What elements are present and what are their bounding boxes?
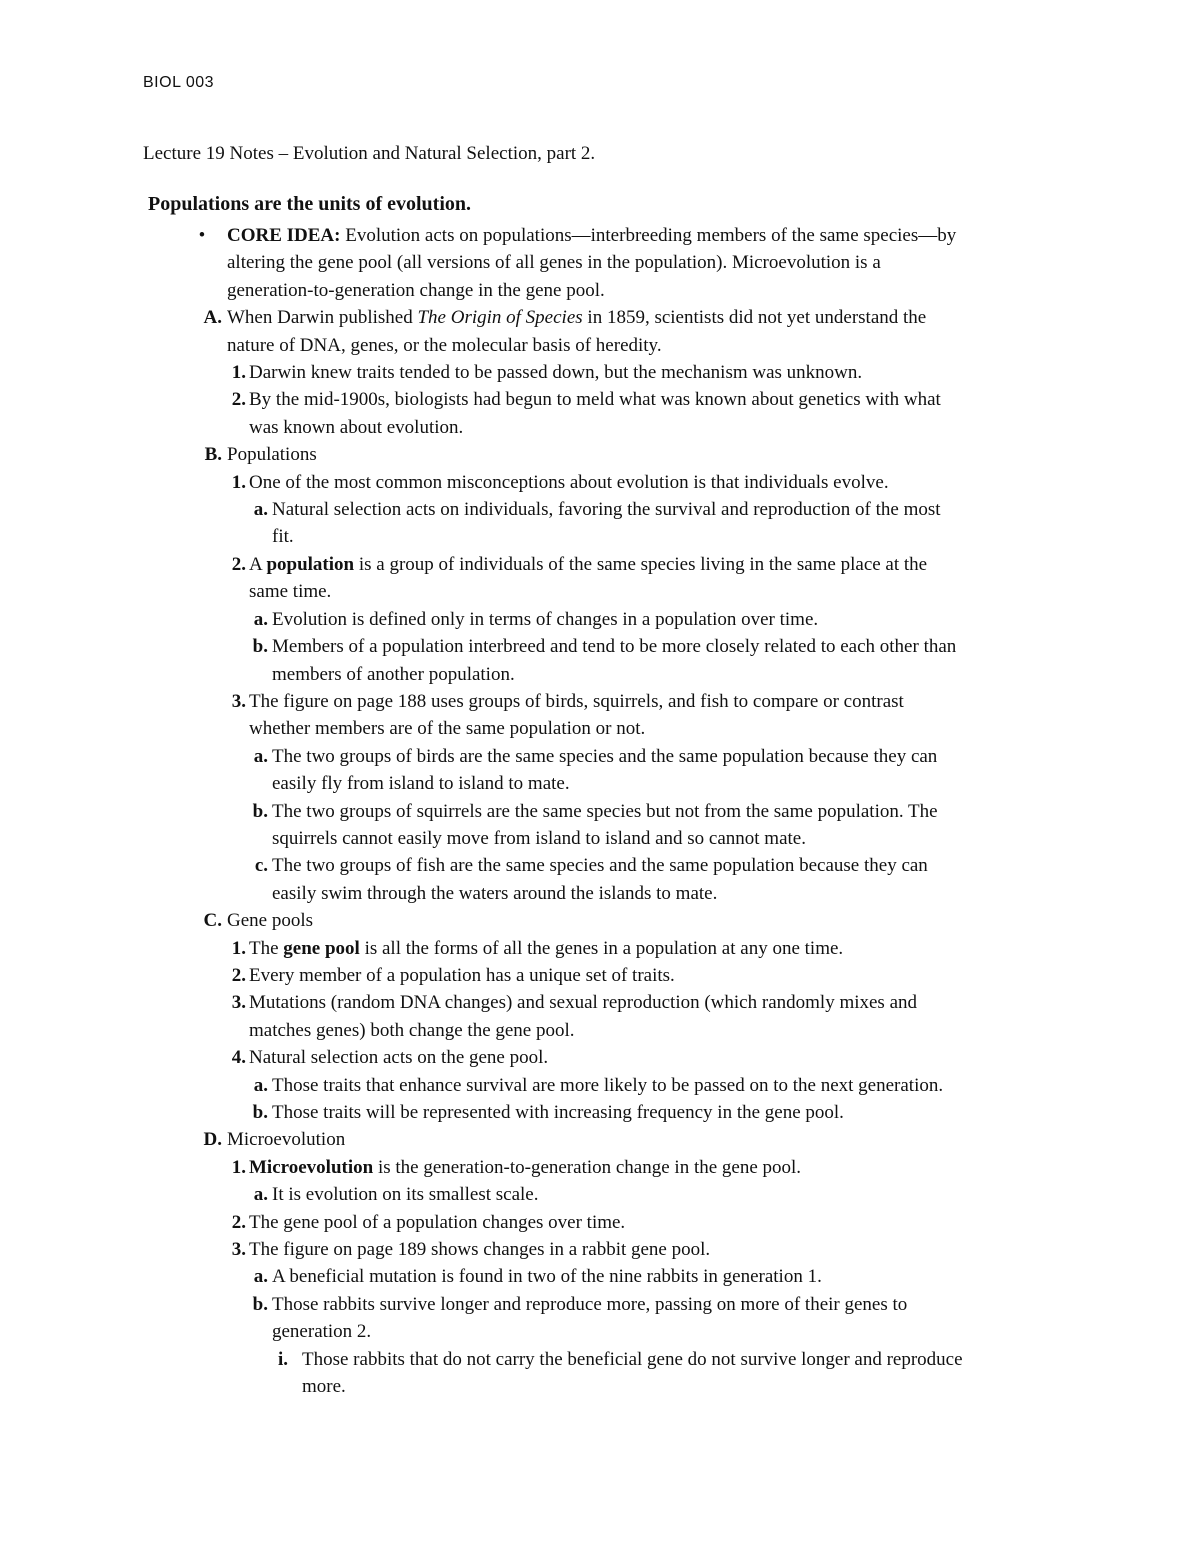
core-idea-line: generation-to-generation change in the gene pool. (227, 279, 605, 301)
section-a-line: nature of DNA, genes, or the molecular basis of heredity. (227, 334, 662, 356)
sub-item-text: It is evolution on its smallest scale. (272, 1184, 539, 1206)
item-text: whether members are of the same population or not. (249, 718, 646, 740)
sub-item-text: Natural selection acts on individuals, favoring the survival and reproduction of the most (272, 499, 941, 521)
sub-item-marker: a. (253, 1266, 268, 1288)
item-text: is a group of individuals of the same species living in the same place at the (354, 553, 928, 575)
sub-sub-item-text: Those rabbits that do not carry the beneficial gene do not survive longer and reproduce (302, 1348, 963, 1370)
sub-item (0, 798, 1200, 825)
section-d-line (0, 1126, 1200, 1153)
list-item (0, 551, 1200, 578)
sub-item-text: The two groups of squirrels are the same species but not from the same population. The (272, 800, 938, 822)
item-marker: 3. (231, 1239, 246, 1261)
list-item (0, 935, 1200, 962)
sub-item (0, 606, 1200, 633)
section-marker: C. (203, 910, 222, 932)
sub-item-text: The two groups of fish are the same species and the same population because they can (272, 855, 928, 877)
list-item (0, 359, 1200, 386)
sub-item (0, 1263, 1200, 1290)
section-marker: D. (203, 1129, 222, 1151)
item-text: One of the most common misconceptions about evolution is that individuals evolve. (249, 471, 889, 493)
list-item (0, 989, 1200, 1016)
section-title: Gene pools (227, 910, 314, 932)
sub-item-text: easily fly from island to island to mate. (272, 773, 570, 795)
sub-item-text: Those traits will be represented with increasing frequency in the gene pool. (272, 1102, 844, 1123)
sub-item-text: Those traits that enhance survival are more likely to be passed on to the next generation. (272, 1074, 944, 1096)
list-item (0, 688, 1200, 715)
item-text: Mutations (random DNA changes) and sexual reproduction (which randomly mixes and (249, 992, 918, 1014)
item-text: Every member of a population has a unique set of traits. (249, 964, 675, 986)
sub-item-marker: b. (252, 800, 268, 822)
term-microevolution: Microevolution (249, 1156, 374, 1178)
sub-item (0, 852, 1200, 879)
item-text: was known about evolution. (249, 416, 464, 438)
list-item (0, 469, 1200, 496)
item-text: The gene pool of a population changes over time. (249, 1211, 626, 1233)
sub-item (0, 1099, 1200, 1126)
item-text: Natural selection acts on the gene pool. (249, 1047, 549, 1069)
item-marker: 1. (231, 362, 246, 384)
list-item (0, 962, 1200, 989)
sub-item (0, 1072, 1200, 1099)
item-text: matches genes) both change the gene pool. (249, 1019, 575, 1041)
item-text: same time. (249, 581, 332, 603)
item-text: The figure on page 188 uses groups of birds, squirrels, and fish to compare or contrast (249, 690, 904, 712)
section-c-line (0, 907, 1200, 934)
core-idea-line: altering the gene pool (all versions of all genes in the population). Microevolution is a (227, 252, 881, 274)
sub-sub-item (0, 1346, 1200, 1373)
item-text: is the generation-to-generation change in the gene pool. (373, 1156, 802, 1178)
section-a-text: in 1859, scientists did not yet understand the (582, 307, 927, 329)
section-b-line (0, 441, 1200, 468)
section-marker: B. (204, 444, 222, 466)
item-text: The figure on page 189 shows changes in a rabbit gene pool. (249, 1239, 711, 1261)
sub-item-text: Members of a population interbreed and tend to be more closely related to each other than (272, 636, 957, 658)
sub-item (0, 1181, 1200, 1208)
sub-item (0, 743, 1200, 770)
section-a-line (0, 304, 1200, 331)
lecture-title: Lecture 19 Notes – Evolution and Natural Selection, part 2. (143, 143, 596, 164)
section-heading: Populations are the units of evolution. (148, 193, 471, 215)
item-marker: 4. (231, 1047, 246, 1069)
sub-sub-item-text: more. (302, 1376, 346, 1398)
item-text: A (249, 553, 267, 575)
core-idea-text: Evolution acts on populations—interbreeding members of the same species—by (340, 225, 957, 246)
item-text: By the mid-1900s, biologists had begun to meld what was known about genetics with what (249, 389, 941, 411)
list-item (0, 1154, 1200, 1181)
sub-item-text: easily swim through the waters around the islands to mate. (272, 882, 718, 904)
lecture-outline (0, 222, 1200, 1400)
item-marker: 2. (231, 1211, 246, 1233)
item-marker: 1. (231, 937, 246, 959)
section-title: Populations (227, 444, 317, 466)
sub-item (0, 1291, 1200, 1318)
section-title: Microevolution (227, 1129, 346, 1151)
sub-item-text: A beneficial mutation is found in two of the nine rabbits in generation 1. (272, 1266, 822, 1288)
sub-item-marker: a. (253, 1184, 268, 1206)
sub-item-text: Those rabbits survive longer and reproduce more, passing on more of their genes to (272, 1293, 908, 1315)
item-text: Darwin knew traits tended to be passed down, but the mechanism was unknown. (249, 362, 863, 384)
sub-item-marker: a. (253, 1074, 268, 1096)
sub-item-text: Evolution is defined only in terms of changes in a population over time. (272, 608, 819, 630)
item-text: is all the forms of all the genes in a population at any one time. (359, 937, 844, 959)
list-item (0, 1209, 1200, 1236)
term-gene-pool: gene pool (283, 937, 360, 959)
course-code: BIOL 003 (143, 74, 215, 91)
sub-item-marker: a. (253, 499, 268, 521)
sub-item (0, 633, 1200, 660)
item-marker: 3. (231, 690, 246, 712)
section-marker: A. (203, 307, 222, 329)
sub-item-marker: b. (252, 636, 268, 658)
core-idea-line (0, 222, 1200, 249)
item-marker: 3. (231, 992, 246, 1014)
bullet-marker: • (198, 225, 206, 246)
term-population: population (266, 553, 355, 575)
item-marker: 2. (231, 389, 246, 411)
list-item (0, 1044, 1200, 1071)
sub-item-marker: b. (252, 1102, 268, 1123)
book-title: The Origin of Species (417, 307, 583, 329)
sub-item-text: members of another population. (272, 663, 515, 685)
item-marker: 2. (231, 964, 246, 986)
sub-item (0, 496, 1200, 523)
core-idea-label: CORE IDEA: (227, 225, 341, 246)
sub-item-text: squirrels cannot easily move from island to island and so cannot mate. (272, 827, 806, 849)
sub-item-marker: b. (252, 1293, 268, 1315)
sub-item-text: generation 2. (272, 1321, 372, 1343)
item-marker: 1. (231, 1156, 246, 1178)
sub-item-text: The two groups of birds are the same species and the same population because they can (272, 745, 938, 767)
sub-item-marker: c. (254, 855, 268, 877)
section-a-text: When Darwin published (227, 307, 418, 329)
sub-item-marker: a. (253, 745, 268, 767)
item-marker: 2. (231, 553, 246, 575)
item-marker: 1. (231, 471, 246, 493)
sub-item-marker: a. (253, 608, 268, 630)
list-item (0, 386, 1200, 413)
sub-item-text: fit. (272, 526, 294, 548)
item-text: The (249, 937, 284, 959)
list-item (0, 1236, 1200, 1263)
sub-sub-item-marker: i. (277, 1348, 288, 1370)
